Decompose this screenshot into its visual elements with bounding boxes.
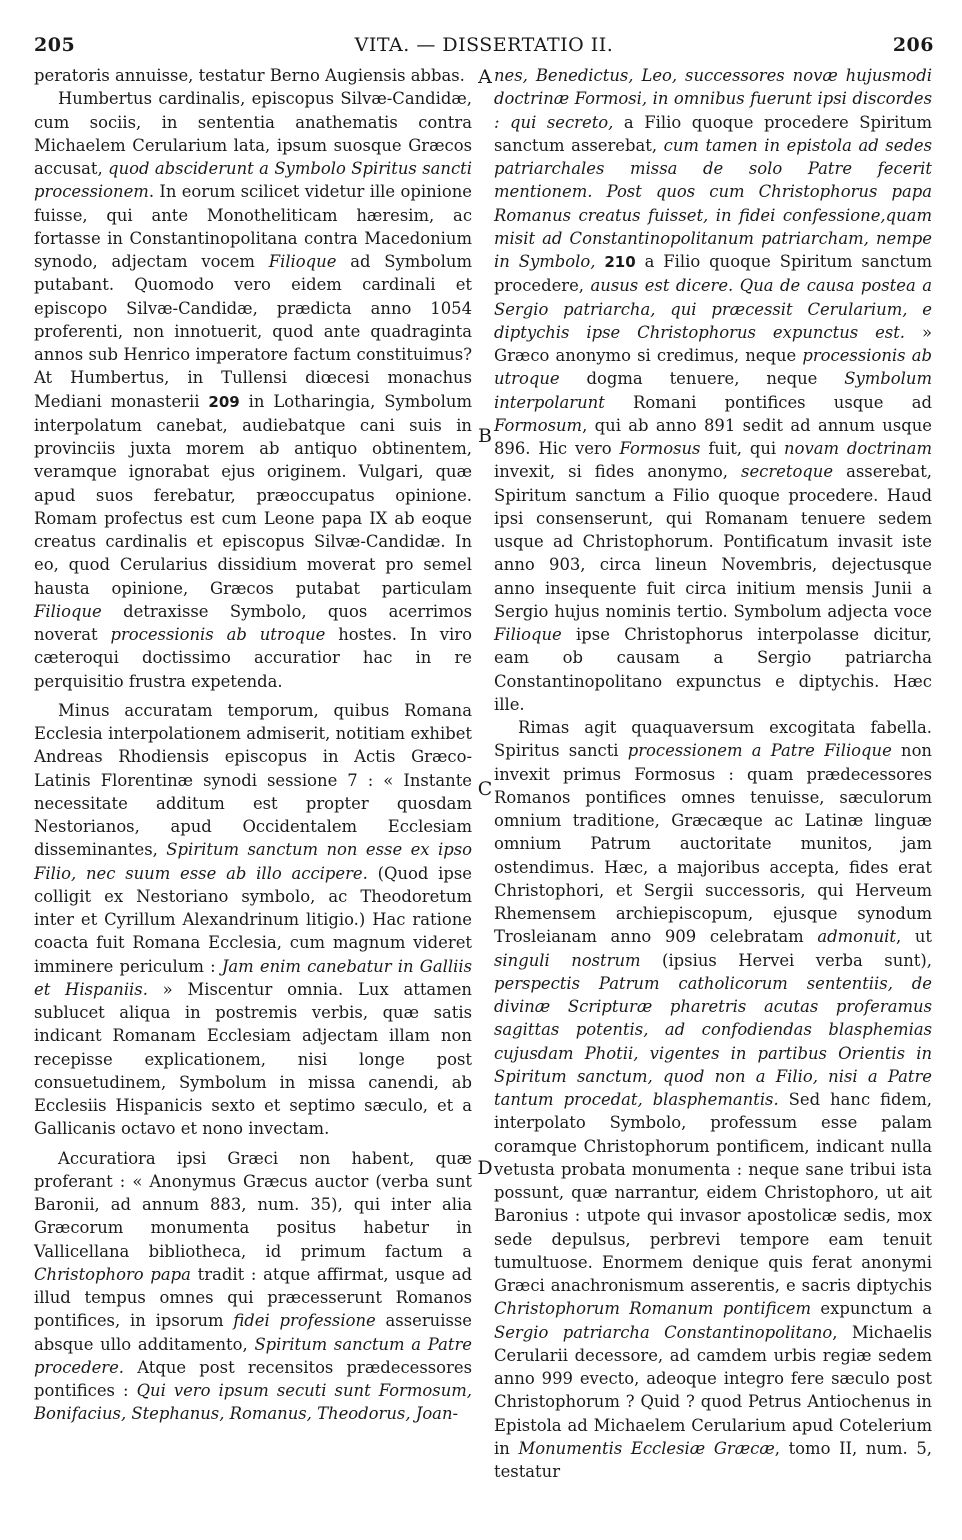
page-number-left: 205 (34, 34, 76, 56)
paragraph: Rimas agit quaquaversum excogitata fabella. Spiritus sancti processionem a Patre Filioque non invexit primus Formosus : quam prædecessores Romanos pontifices omnes tenuisse, sæculorum omnium traditione, Græcæque ac Latinæ linguæ omnium Patrum auctoritate munitos, jam ostendimus. Hæc, a majoribus accepta, fides erat Christophori, et Sergii successoris, qui Herveum Rhemensem archiepiscopum, ejusque synodum Trosleianam anno 909 celebratam admonuit, ut singuli nostrum (ipsius Hervei verba sunt), perspectis Patrum catholicorum sententiis, de divinæ Scripturæ pharetris acutas proferamus sagittas potentis, ad confodiendas blasphemias cujusdam Photii, vigentes in partibus Orientis in Spiritum sanctum, quod non a Filio, nisi a Patre tantum procedat, blasphemantis. Sed hanc fidem, interpolato Symbolo, professum esse palam coramque Christophorum pontificem, indicant nulla vetusta probata monumenta : neque sane tribui ista possunt, quæ narrantur, eidem Christophoro, ut ait Baronius : utpote qui invasor apostolicæ sedis, mox sede depulsus, perbrevi tempore eam tenuit tumultuose. Enormem denique quis ferat anonymi Græci anachronismum asserentis, e sacris diptychis Christophorum Romanum pontificem expunctum a Sergio patriarcha Constantinopolitano, Michaelis Cerularii decessore, ad camdem urbis regiæ sedem anno 999 evecto, adeoque integro fere sæculo post Christophorum ? Quid ? quod Petrus Antiochenus in Epistola ad Michaelem Cerularium apud Cotelerium in Monumentis Ecclesiæ Græcæ, tomo II, num. 5, testatur (494, 718, 933, 1481)
section-marker-a: A (478, 66, 492, 88)
section-marker-c: C (477, 778, 493, 800)
section-marker-b: B (478, 425, 492, 447)
column-number: 209 (208, 392, 240, 411)
left-column (34, 64, 472, 1426)
running-header (34, 34, 934, 60)
column-number: 210 (604, 253, 636, 271)
paragraph: Humbertus cardinalis, episcopus Silvæ-Candidæ, cum sociis, in sententia anathematis contra Michaelem Cerularium lata, ipsum suosque Græcos accusat, quod absciderunt a Symbolo Spiritus sancti processionem. In eorum scilicet videtur ille opinione fuisse, qui ante Monotheliticam hæresim, ac fortasse in Constantinopolitana contra Macedonium synodo, adjectam vocem Filioque ad Symbolum putabant. Quomodo vero eidem cardinali et episcopo Silvæ-Candidæ, prædicta anno 1054 proferenti, non innotuerit, quod ante quadraginta annos sub Henrico imperatore factum constituimus? At Humbertus, in Tullensi diœcesi monachus Mediani monasterii 209 in Lotharingia, Symbolum interpolatum canebat, audiebatque cani suis in provinciis juxta morem ab antiquo obtinentem, veramque ignorabat ejus originem. Vulgari, quæ apud suos ferebatur, præoccupatus opinione. Romam profectus est cum Leone papa IX ab eoque creatus cardinalis et episcopus Silvæ-Candidæ. In eo, quod Cerularius dissidium moverat pro semel hausta opinione, Græcos putabat particulam Filioque detraxisse Symbolo, quos acerrimos noverat processionis ab utroque hostes. In viro cæteroqui doctissimo accuratior hac in re perquisitio frustra expetenda. (34, 89, 472, 691)
paragraph: Accuratiora ipsi Græci non habent, quæ proferant : « Anonymus Græcus auctor (verba sunt Baronii, ad annum 883, num. 35), qui inter alia Græcorum monumenta positus habetur in Vallicellana bibliotheca, id primum factum a Christophoro papa tradit : atque affirmat, usque ad illud tempus omnes qui præcesserunt Romanos pontifices, in ipsorum fidei professione asseruisse absque ullo additamento, Spiritum sanctum a Patre procedere. Atque post recensitos prædecessores pontifices : Qui vero ipsum secuti sunt Formosum, Bonifacius, Stephanus, Romanus, Theodorus, Joan- (34, 1148, 472, 1424)
section-marker-d: D (477, 1157, 493, 1179)
right-column (494, 64, 932, 1483)
page-number-right: 206 (892, 34, 934, 56)
paragraph: peratoris annuisse, testatur Berno Augiensis abbas. (34, 66, 465, 85)
paragraph: Minus accuratam temporum, quibus Romana Ecclesia interpolationem admiserit, notitiam exhibet Andreas Rhodiensis episcopus in Actis Græco-Latinis Florentinæ synodi sessione 7 : « Instante necessitate additum est propter quosdam Nestorianos, apud Occidentalem Ecclesiam disseminantes, Spiritum sanctum non esse ex ipso Filio, nec suum esse ab illo accipere. (Quod ipse colligit ex Nestoriano symbolo, ac Theodoretum inter et Cyrillum Alexandrinum litigio.) Hac ratione coacta fuit Romana Ecclesia, cum magnum videret imminere periculum : Jam enim canebatur in Galliis et Hispaniis. » Miscentur omnia. Lux attamen sublucet aliqua in postremis verbis, quæ satis indicant Romanam Ecclesiam adjectam illam non recepisse explicationem, nisi longe post consuetudinem, Symbolum in missa canendi, ab Ecclesiis Hispanicis sexto et septimo sæculo, et a Gallicanis octavo et nono invectam. (34, 700, 473, 1139)
paragraph: nes, Benedictus, Leo, successores novæ hujusmodi doctrinæ Formosi, in omnibus fuerunt ipsi discordes : qui secreto, a Filio quoque procedere Spiritum sanctum asserebat, cum tamen in epistola ad sedes patriarchales missa de solo Patre fecerit mentionem. Post quos cum Christophorus papa Romanus creatus fuisset, in fidei confessione,quam misit ad Constantinopolitanum patriarcham, nempe in Symbolo, 210 a Filio quoque Spiritum sanctum procedere, ausus est dicere. Qua de causa postea a Sergio patriarcha, qui præcessit Cerularium, e diptychis ipse Christophorus expunctus est. » Græco anonymo si credimus, neque processionis ab utroque dogma tenuere, neque Symbolum interpolarunt Romani pontifices usque ad Formosum, qui ab anno 891 sedit ad annum usque 896. Hic vero Formosus fuit, qui novam doctrinam invexit, si fides anonymo, secretoque asserebat, Spiritum sanctum a Filio quoque procedere. Haud ipsi consenserunt, qui Romanam tenuere sedem usque ad Christophorum. Pontificatum invasit iste anno 903, circa lineun Novembris, dejectusque anno insequente fuit circa initium mensis Junii a Sergio hujus nominis tertio. Symbolum adjecta voce Filioque ipse Christophorus interpolasse dicitur, eam ob causam a Sergio patriarcha Constantinopolitano expunctus e diptychis. Hæc ille. (494, 66, 933, 714)
running-title: VITA. — DISSERTATIO II. (354, 34, 614, 56)
